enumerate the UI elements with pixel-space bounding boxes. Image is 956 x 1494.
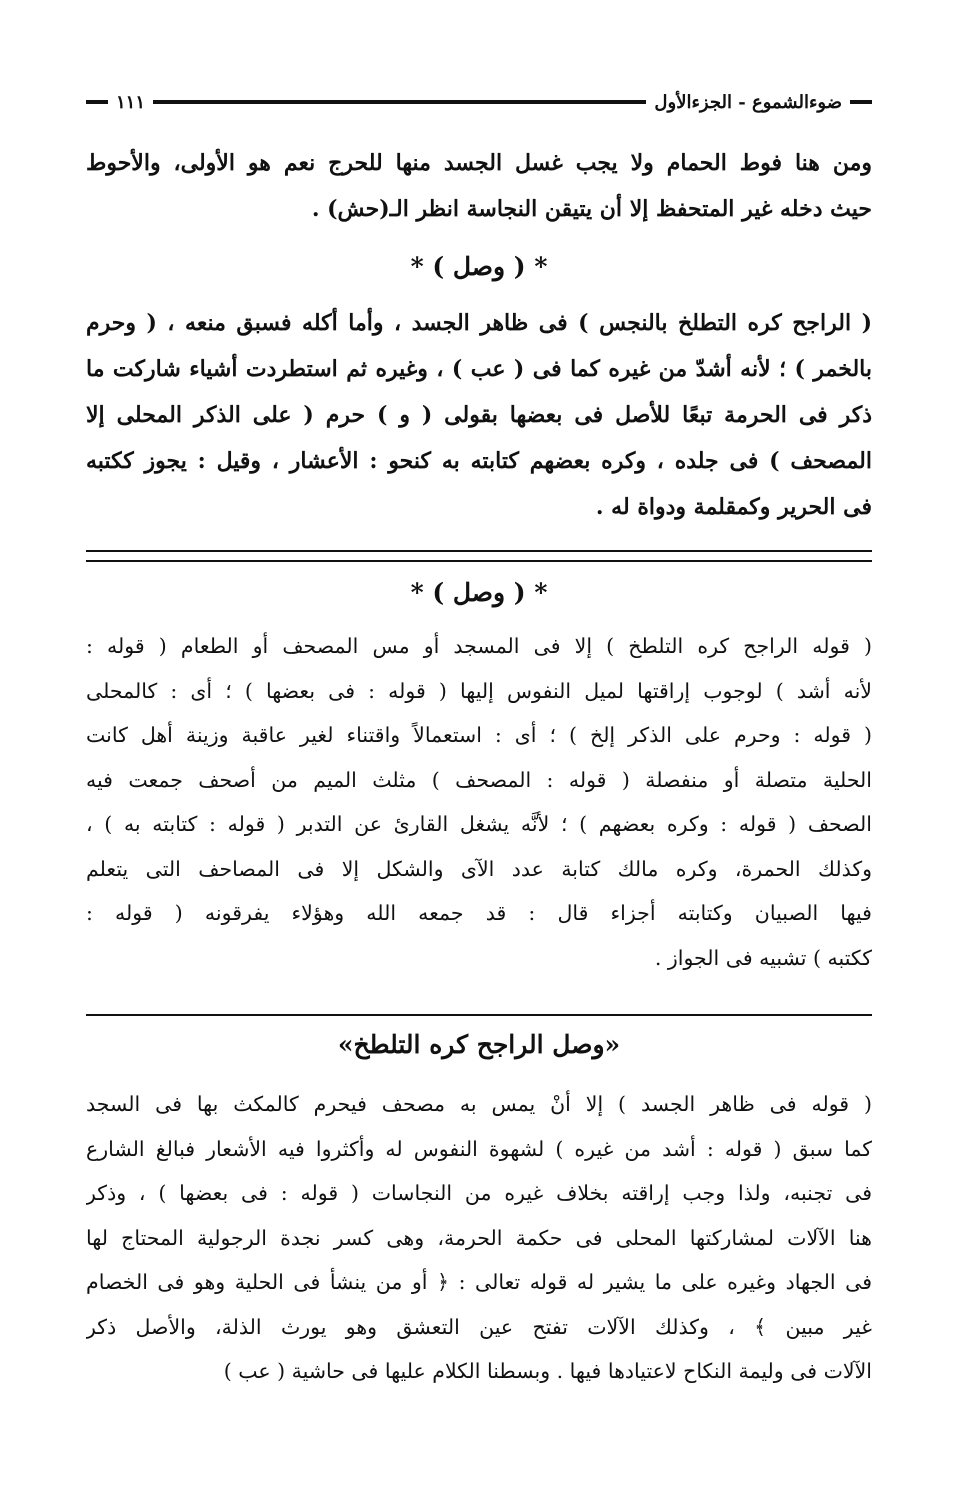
sharh1-line: وكذلك الحمرة، وكره مالك كتابة عدد الآى والشكل إلا فى المصاحف التى يتعلم xyxy=(86,856,872,881)
single-divider xyxy=(86,1014,872,1016)
sharh1-line: لأنه أشد ) لوجوب إراقتها لميل النفوس إليها ( قوله : فى بعضها ) ؛ أى : كالمحلى xyxy=(86,678,872,703)
sharh1-line: ككتبه ) تشبيه فى الجواز . xyxy=(654,945,872,970)
sharh2-heading: «وصل الراجح كره التلطخ» xyxy=(337,1030,621,1059)
matn-line: ذكر فى الحرمة تبعًا للأصل فى بعضها بقولى ( و ) حرم ( على الذكر المحلى إلا xyxy=(86,402,872,428)
matn-line: المصحف ) فى جلده ، وكره بعضهم كتابته به كنحو : الأعشار ، وقيل : يجوز ككتبه xyxy=(86,448,872,474)
matn-intro xyxy=(86,140,872,232)
matn-intro-line: ومن هنا فوط الحمام ولا يجب غسل الجسد منها للحرج نعم هو الأولى، والأحوط xyxy=(86,150,872,176)
sharh2-line: غير مبين ﴾ ، وكذلك الآلات تفتح عين التعشق وهو يورث الذلة، والأصل ذكر xyxy=(86,1314,872,1339)
running-header xyxy=(86,86,872,118)
matn-body xyxy=(86,300,872,530)
sharh2-line: ( قوله فى ظاهر الجسد ) إلا أنْ يمس به مصحف فيحرم كالمكث بها فى السجد xyxy=(86,1092,872,1116)
sharh2-line: هنا الآلات لمشاركتها المحلى فى حكمة الحرمة، وهى كسر نجدة الرجولية المحتاج لها xyxy=(86,1225,872,1250)
header-dash-right xyxy=(850,100,872,104)
sharh1-line: الحلية متصلة أو منفصلة ( قوله : المصحف ) مثلث الميم من أصحف جمعت فيه xyxy=(86,767,872,792)
sharh1-line: ( قوله : وحرم على الذكر إلخ ) ؛ أى : استعمالاً واقتناء لغير عاقبة وزينة أهل كانت xyxy=(86,723,872,747)
header-title: ضوءالشموع - الجزءالأول xyxy=(654,91,842,113)
matn-intro-line: حيث دخله غير المتحفظ إلا أن يتيقن النجاسة انظر الـ(حش) . xyxy=(311,196,872,222)
header-rule xyxy=(153,100,646,104)
sharh1-body xyxy=(86,624,872,980)
sharh1-line: فيها الصبيان وكتابته أجزاء قال : قد جمعه الله وهؤلاء يفرقونه ( قوله : xyxy=(86,901,872,925)
sharh2-line: كما سبق ( قوله : أشد من غيره ) لشهوة النفوس له وأكثروا فيه الأشعار فبالغ الشارع xyxy=(86,1136,872,1161)
header-dash-left xyxy=(86,100,108,104)
double-divider xyxy=(86,550,872,562)
sharh2-line: فى تجنبه، ولذا وجب إراقته بخلاف غيره من النجاسات ( قوله : فى بعضها ) ، وذكر xyxy=(86,1181,872,1205)
sharh1-heading: * ( وصل ) * xyxy=(410,578,548,607)
matn-line: فى الحرير وكمقلمة ودواة له . xyxy=(595,494,872,520)
matn-line: ( الراجح كره التطلخ بالنجس ) فى ظاهر الجسد ، وأما أكله فسبق منعه ، ( وحرم xyxy=(86,310,872,336)
sharh2-line: الآلات فى وليمة النكاح لاعتيادها فيها . وبسطنا الكلام عليها فى حاشية ( عب ) xyxy=(223,1359,872,1383)
sharh1-line: ( قوله الراجح كره التلطخ ) إلا فى المسجد أو مس المصحف أو الطعام ( قوله : xyxy=(86,634,872,658)
sharh2-line: فى الجهاد وغيره على ما يشير له قوله تعالى : ﴿ أو من ينشأ فى الحلية وهو فى الخصام xyxy=(86,1270,872,1294)
page-number: ١١١ xyxy=(116,91,146,113)
sharh2-body xyxy=(86,1082,872,1394)
sharh1-line: الصحف ( قوله : وكره بعضهم ) ؛ لأنَّه يشغل القارئ عن التدبر ( قوله : كتابته به ) ، xyxy=(86,812,872,836)
matn-section-heading: * ( وصل ) * xyxy=(410,252,548,281)
matn-line: بالخمر ) ؛ لأنه أشدّ من غيره كما فى ( عب ) ، وغيره ثم استطردت أشياء شاركت ما xyxy=(86,356,872,382)
